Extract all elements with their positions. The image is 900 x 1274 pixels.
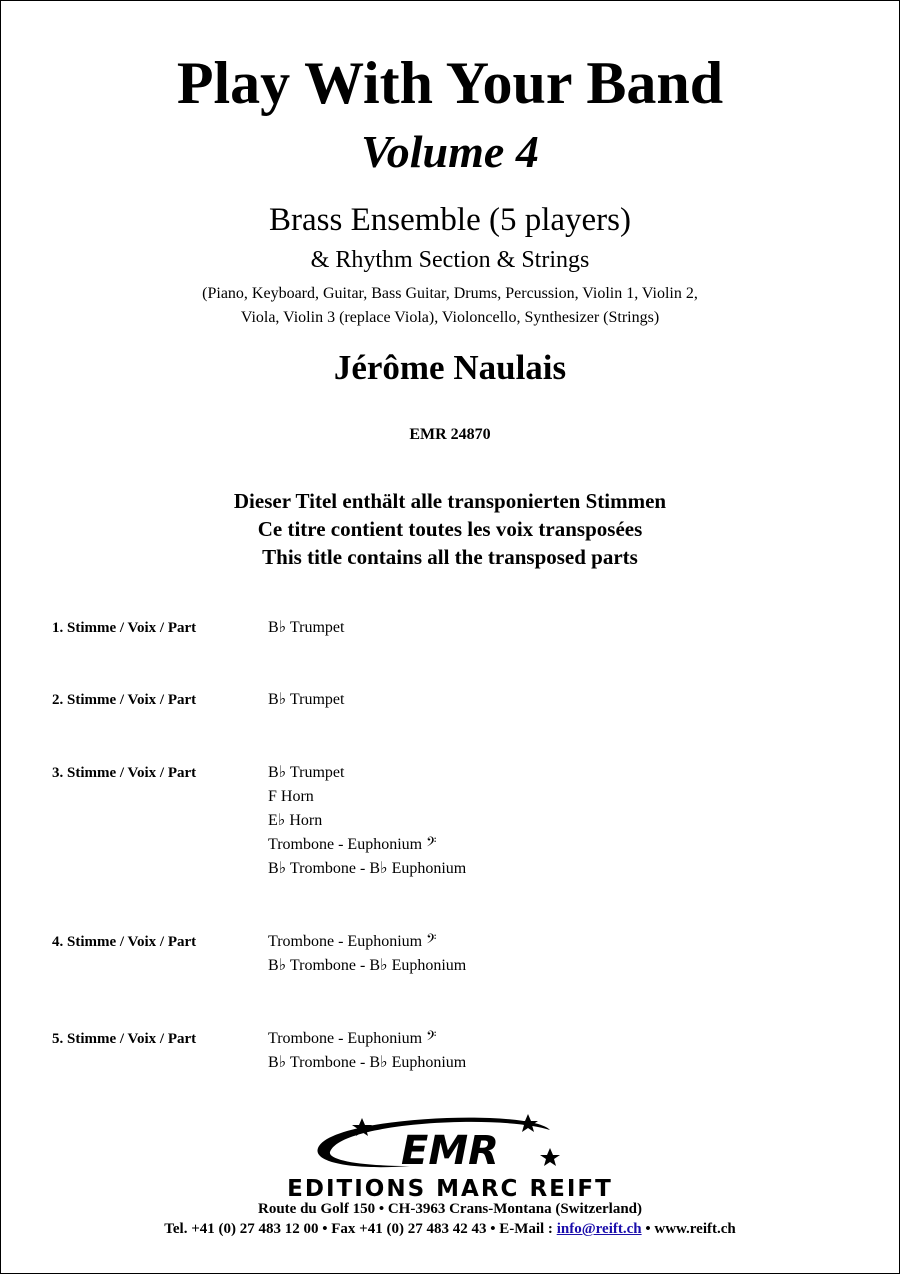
logo-text: EMR — [401, 1128, 499, 1174]
ensemble-heading: Brass Ensemble (5 players) — [269, 202, 631, 238]
instrument-list-line-1: (Piano, Keyboard, Guitar, Bass Guitar, Drums, Percussion, Violin 1, Violin 2, — [202, 285, 698, 302]
part-instruments — [268, 688, 768, 712]
part-instrument: Trombone - Euphonium 𝄢 — [268, 1030, 437, 1047]
transposition-note-de: Dieser Titel enthält alle transponierten Stimmen — [233, 489, 667, 513]
email-link[interactable]: info@reift.ch — [556, 1221, 642, 1237]
part-instrument: Trombone - Euphonium 𝄢 — [268, 836, 437, 853]
part-instrument: Trombone - Euphonium 𝄢 — [268, 933, 437, 950]
logo-star-icon — [518, 1114, 538, 1132]
rhythm-section-line: & Rhythm Section & Strings — [310, 247, 590, 273]
transposition-note-en: This title contains all the transposed parts — [262, 545, 638, 569]
part-instrument: F Horn — [268, 788, 314, 805]
transposition-note — [0, 487, 900, 571]
part-instrument: B♭ Trombone - B♭ Euphonium — [268, 1054, 467, 1071]
catalog-code: EMR 24870 — [409, 426, 491, 443]
contact-prefix: Tel. +41 (0) 27 483 12 00 • Fax +41 (0) 27 483 42 43 • E-Mail : — [164, 1221, 557, 1237]
part-label: 4. Stimme / Voix / Part — [52, 934, 197, 950]
publisher-address: Route du Golf 150 • CH-3963 Crans-Montana (Switzerland) — [258, 1201, 642, 1217]
part-instruments — [268, 930, 768, 978]
part-instruments — [268, 1027, 768, 1075]
part-instrument: B♭ Trumpet — [268, 619, 345, 636]
logo-star-icon — [540, 1148, 560, 1166]
part-label: 1. Stimme / Voix / Part — [52, 620, 197, 636]
part-instrument: B♭ Trumpet — [268, 691, 345, 708]
part-instrument: B♭ Trumpet — [268, 764, 345, 781]
part-label: 2. Stimme / Voix / Part — [52, 692, 197, 708]
volume-subtitle: Volume 4 — [361, 126, 539, 177]
instrument-list — [0, 282, 900, 330]
transposition-note-fr: Ce titre contient toutes les voix transposées — [257, 517, 643, 541]
part-instrument: B♭ Trombone - B♭ Euphonium — [268, 860, 467, 877]
contact-suffix: • www.reift.ch — [641, 1221, 736, 1237]
composer-name: Jérôme Naulais — [333, 348, 567, 387]
page-title: Play With Your Band — [176, 50, 724, 116]
emr-logo — [300, 1108, 600, 1178]
part-label: 5. Stimme / Voix / Part — [52, 1031, 197, 1047]
part-instrument: E♭ Horn — [268, 812, 323, 829]
publisher-name: EDITIONS MARC REIFT — [287, 1176, 613, 1202]
part-instrument: B♭ Trombone - B♭ Euphonium — [268, 957, 467, 974]
publisher-contact — [0, 1219, 900, 1239]
part-instruments — [268, 616, 768, 640]
part-instruments — [268, 761, 768, 881]
instrument-list-line-2: Viola, Violin 3 (replace Viola), Violoncello, Synthesizer (Strings) — [240, 309, 660, 326]
part-label: 3. Stimme / Voix / Part — [52, 765, 197, 781]
